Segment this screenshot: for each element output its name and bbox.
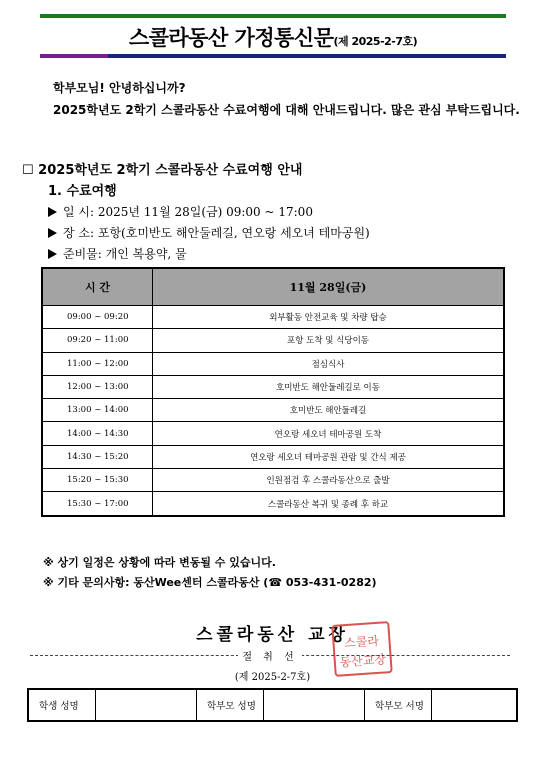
parent-name-field[interactable] xyxy=(264,689,365,721)
cut-line xyxy=(30,648,510,662)
schedule-time-cell: 12:00 ~ 13:00 xyxy=(42,375,153,398)
schedule-time-cell: 14:00 ~ 14:30 xyxy=(42,422,153,445)
schedule-time-cell: 09:00 ~ 09:20 xyxy=(42,306,153,329)
header-top-bar xyxy=(40,14,506,18)
title-issue-number: (제 2025-2-7호) xyxy=(333,35,418,48)
schedule-time-cell: 14:30 ~ 15:20 xyxy=(42,445,153,468)
info-supplies xyxy=(48,245,187,262)
principal-signature: 스콜라동산 교장 xyxy=(196,625,349,645)
page-title xyxy=(40,22,506,52)
title-main: 스콜라동산 가정통신문 xyxy=(128,26,334,50)
info-date xyxy=(48,203,313,220)
schedule-row xyxy=(42,469,504,492)
schedule-activity-cell: 점심식사 xyxy=(153,352,505,375)
parent-name-label: 학부모 성명 xyxy=(197,689,264,721)
schedule-time-cell: 11:00 ~ 12:00 xyxy=(42,352,153,375)
schedule-row xyxy=(42,399,504,422)
schedule-header-date: 11월 28일(금) xyxy=(153,268,505,306)
student-name-field[interactable] xyxy=(96,689,197,721)
schedule-activity-cell: 호미반도 해안둘레길 xyxy=(153,399,505,422)
return-slip-row xyxy=(28,689,517,721)
cut-line-label: 절 취 선 xyxy=(238,652,301,663)
schedule-body xyxy=(42,306,504,516)
svg-text:동산교장: 동산교장 xyxy=(339,652,387,670)
schedule-activity-cell: 호미반도 해안둘레길로 이동 xyxy=(153,375,505,398)
return-slip-table xyxy=(27,688,518,722)
parent-signature-field[interactable] xyxy=(432,689,518,721)
schedule-row xyxy=(42,329,504,352)
subsection-heading: 1. 수료여행 xyxy=(48,184,117,199)
note-change: ※ 상기 일정은 상황에 따라 변동될 수 있습니다. xyxy=(43,556,276,569)
student-name-label: 학생 성명 xyxy=(28,689,96,721)
bullet-triangle-icon xyxy=(48,207,57,217)
schedule-header-time: 시 간 xyxy=(42,268,153,306)
schedule-activity-cell: 인원점검 후 스콜라동산으로 출발 xyxy=(153,469,505,492)
bullet-triangle-icon xyxy=(48,249,57,259)
schedule-time-cell: 15:20 ~ 15:30 xyxy=(42,469,153,492)
schedule-activity-cell: 연오랑 세오녀 테마공원 관람 및 간식 제공 xyxy=(153,445,505,468)
section-heading: ☐ 2025학년도 2학기 스콜라동산 수료여행 안내 xyxy=(22,163,303,178)
schedule-time-cell: 09:20 ~ 11:00 xyxy=(42,329,153,352)
greeting-text: 학부모님! 안녕하십니까? xyxy=(53,81,186,95)
info-date-text: 일 시: 2025년 11월 28일(금) 09:00 ~ 17:00 xyxy=(63,205,313,219)
note-contact: ※ 기타 문의사항: 동산Wee센터 스콜라동산 (☎ 053-431-0282) xyxy=(43,576,377,589)
schedule-time-cell: 13:00 ~ 14:00 xyxy=(42,399,153,422)
bullet-triangle-icon xyxy=(48,228,57,238)
schedule-row xyxy=(42,306,504,329)
schedule-header-row xyxy=(42,268,504,306)
schedule-row xyxy=(42,422,504,445)
schedule-table xyxy=(41,267,505,517)
header-bottom-bar xyxy=(40,54,506,58)
schedule-time-cell: 15:30 ~ 17:00 xyxy=(42,492,153,516)
info-supplies-text: 준비물: 개인 복용약, 물 xyxy=(63,247,187,261)
intro-text: 2025학년도 2학기 스콜라동산 수료여행에 대해 안내드립니다. 많은 관심 부탁드립니다. xyxy=(53,103,520,117)
schedule-row xyxy=(42,445,504,468)
svg-text:스콜라: 스콜라 xyxy=(343,633,380,651)
schedule-activity-cell: 포항 도착 및 식당이동 xyxy=(153,329,505,352)
parent-signature-label: 학부모 서명 xyxy=(365,689,432,721)
return-slip-number: (제 2025-2-7호) xyxy=(234,672,311,683)
schedule-activity-cell: 연오랑 세오녀 테마공원 도착 xyxy=(153,422,505,445)
info-place-text: 장 소: 포항(호미반도 해안둘레길, 연오랑 세오녀 테마공원) xyxy=(63,226,370,240)
schedule-activity-cell: 외부활동 안전교육 및 차량 탑승 xyxy=(153,306,505,329)
schedule-row xyxy=(42,375,504,398)
schedule-row xyxy=(42,352,504,375)
info-place xyxy=(48,224,370,241)
schedule-activity-cell: 스콜라동산 복귀 및 종례 후 하교 xyxy=(153,492,505,516)
schedule-row xyxy=(42,492,504,516)
